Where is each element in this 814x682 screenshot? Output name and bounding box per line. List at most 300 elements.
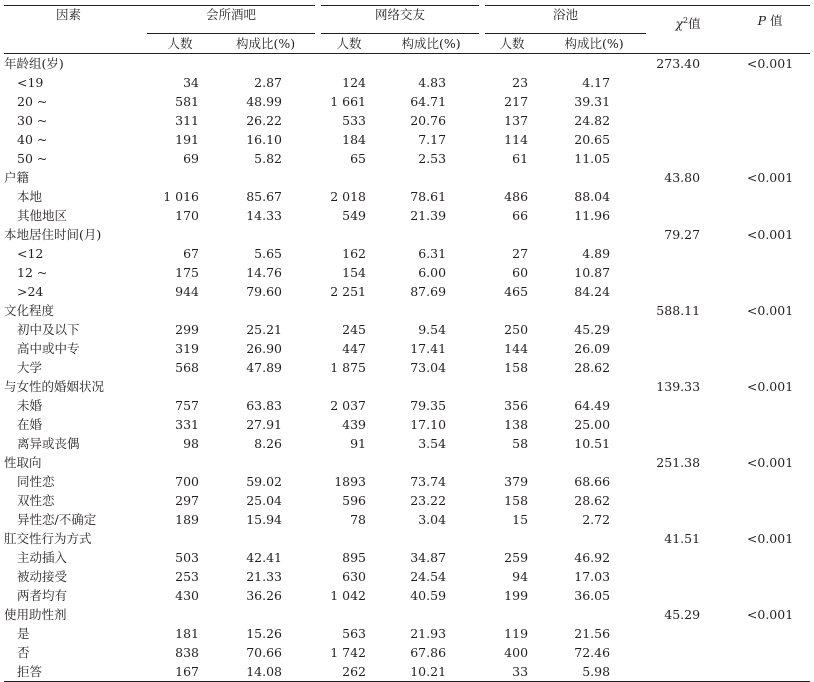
section-row (4, 301, 810, 320)
ratio-cell: 17.03 (574, 568, 611, 584)
ratio-cell: 23.22 (410, 492, 447, 508)
group-header-bar: 会所酒吧 (147, 6, 318, 34)
ratio-cell: 70.66 (246, 644, 283, 660)
count-cell: 91 (350, 435, 367, 451)
empty-cell (646, 339, 730, 358)
empty-cell (730, 339, 810, 358)
chi-square-value: 588.11 (656, 302, 701, 318)
count-cell: 33 (482, 662, 542, 682)
blank (147, 529, 646, 548)
ratio-cell: 5.82 (254, 150, 283, 166)
empty-cell (646, 244, 730, 263)
table-row (4, 662, 810, 682)
section-row (4, 529, 810, 548)
table-row (4, 491, 810, 510)
table-body (4, 53, 810, 681)
table-row (4, 415, 810, 434)
count-cell: 311 (175, 112, 199, 128)
ratio-cell: 15.26 (246, 625, 283, 641)
ratio-cell: 87.69 (410, 283, 447, 299)
header-row-2 (4, 33, 810, 53)
count-cell: 563 (342, 625, 367, 641)
table-row (4, 206, 810, 225)
count-cell: 299 (175, 321, 199, 337)
empty-cell (730, 244, 810, 263)
ratio-cell: 85.67 (246, 188, 283, 204)
table-row (4, 263, 810, 282)
count-cell: 486 (504, 188, 529, 204)
count-cell: 465 (504, 283, 529, 299)
empty-cell (730, 548, 810, 567)
blank (147, 53, 646, 73)
empty-cell (730, 415, 810, 434)
empty-cell (646, 472, 730, 491)
table-row (4, 643, 810, 662)
group-header-bath: 浴池 (482, 6, 646, 34)
empty-cell (646, 320, 730, 339)
count-cell: 250 (504, 321, 529, 337)
p-value: <0.001 (746, 226, 794, 242)
p-value: <0.001 (746, 454, 794, 470)
row-label: 同性恋 (17, 473, 55, 489)
empty-cell (730, 282, 810, 301)
count-cell: 2 037 (330, 397, 367, 413)
ratio-cell: 20.65 (574, 131, 611, 147)
section-row (4, 605, 810, 624)
count-cell: 319 (175, 340, 199, 356)
p-value: <0.001 (746, 530, 794, 546)
empty-cell (646, 282, 730, 301)
row-label: 初中及以下 (17, 321, 80, 337)
ratio-cell: 2.72 (582, 511, 611, 527)
count-cell: 581 (175, 93, 199, 109)
count-cell: 27 (512, 245, 529, 261)
row-label: 是 (17, 625, 30, 641)
count-cell: 439 (342, 416, 367, 432)
count-cell: 757 (175, 397, 199, 413)
table-row (4, 510, 810, 529)
count-cell: 297 (175, 492, 199, 508)
ratio-cell: 26.09 (574, 340, 611, 356)
count-cell: 430 (175, 587, 199, 603)
empty-cell (730, 510, 810, 529)
empty-cell (730, 434, 810, 453)
ratio-cell: 10.87 (574, 264, 611, 280)
row-label: 其他地区 (17, 207, 68, 223)
empty-cell (646, 358, 730, 377)
count-cell: 66 (512, 207, 529, 223)
empty-cell (646, 73, 730, 92)
count-cell: 400 (504, 644, 529, 660)
count-header: 人数 (147, 33, 213, 53)
empty-cell (646, 567, 730, 586)
count-cell: 191 (175, 131, 199, 147)
ratio-cell: 36.26 (246, 587, 283, 603)
row-label: 异性恋/不确定 (17, 511, 97, 527)
data-table (4, 5, 810, 682)
blank (147, 453, 646, 472)
count-cell: 2 018 (330, 188, 367, 204)
count-cell: 1 016 (163, 188, 199, 204)
row-label: 在婚 (17, 416, 43, 432)
row-label: 大学 (17, 359, 43, 375)
empty-cell (646, 263, 730, 282)
empty-cell (646, 510, 730, 529)
empty-cell (730, 567, 810, 586)
ratio-cell: 48.99 (246, 93, 283, 109)
empty-cell (646, 415, 730, 434)
ratio-cell: 21.56 (574, 625, 611, 641)
section-row (4, 225, 810, 244)
row-label: >24 (17, 283, 44, 299)
p-value-header: P 值 (730, 6, 810, 34)
count-cell: 184 (342, 131, 367, 147)
empty-cell (646, 130, 730, 149)
empty-cell (646, 434, 730, 453)
blank (147, 301, 646, 320)
section-label: 性取向 (4, 454, 42, 470)
row-label: 30 ~ (17, 112, 48, 128)
chi-square-value: 139.33 (656, 378, 701, 394)
row-label: 主动插入 (17, 549, 68, 565)
ratio-cell: 14.08 (213, 662, 318, 682)
blank (147, 377, 646, 396)
empty-cell (730, 491, 810, 510)
ratio-cell: 25.00 (574, 416, 611, 432)
empty-cell (646, 149, 730, 168)
count-cell: 158 (504, 359, 529, 375)
count-cell: 331 (175, 416, 199, 432)
ratio-cell: 63.83 (246, 397, 283, 413)
ratio-cell: 79.60 (246, 283, 283, 299)
chi-square-value: 251.38 (656, 454, 701, 470)
empty-cell (646, 206, 730, 225)
empty-cell (730, 92, 810, 111)
ratio-cell: 4.89 (582, 245, 611, 261)
empty-cell (730, 396, 810, 415)
ratio-header: 构成比(%) (542, 33, 646, 53)
ratio-cell: 14.76 (246, 264, 283, 280)
count-header: 人数 (482, 33, 542, 53)
count-cell: 138 (504, 416, 529, 432)
table-row (4, 396, 810, 415)
ratio-cell: 16.10 (246, 131, 283, 147)
count-cell: 262 (318, 662, 380, 682)
count-cell: 447 (342, 340, 367, 356)
table-row (4, 149, 810, 168)
empty-cell (646, 111, 730, 130)
ratio-cell: 17.41 (410, 340, 447, 356)
count-cell: 65 (350, 150, 367, 166)
count-cell: 114 (504, 131, 529, 147)
p-value: <0.001 (746, 169, 794, 185)
count-cell: 58 (512, 435, 529, 451)
count-cell: 217 (504, 93, 529, 109)
row-label: <12 (17, 245, 44, 261)
table-row (4, 586, 810, 605)
table-row (4, 92, 810, 111)
row-label: 否 (17, 644, 30, 660)
p-value: <0.001 (746, 606, 794, 622)
row-label: 离异或丧偶 (17, 435, 80, 451)
section-label: 肛交性行为方式 (4, 530, 92, 546)
ratio-cell: 5.65 (254, 245, 283, 261)
count-cell: 1893 (334, 473, 367, 489)
empty-cell (646, 586, 730, 605)
count-cell: 356 (504, 397, 529, 413)
empty-cell (646, 662, 730, 682)
ratio-cell: 11.05 (574, 150, 611, 166)
count-header: 人数 (318, 33, 380, 53)
blank (147, 225, 646, 244)
row-label: <19 (17, 74, 44, 90)
count-cell: 144 (504, 340, 529, 356)
empty-cell (730, 111, 810, 130)
empty-cell (730, 662, 810, 682)
count-cell: 119 (504, 625, 529, 641)
count-cell: 259 (504, 549, 529, 565)
ratio-header: 构成比(%) (213, 33, 318, 53)
empty-cell (730, 187, 810, 206)
count-cell: 1 875 (330, 359, 367, 375)
count-cell: 167 (147, 662, 213, 682)
ratio-cell: 4.17 (582, 74, 611, 90)
count-cell: 596 (342, 492, 367, 508)
ratio-cell: 15.94 (246, 511, 283, 527)
ratio-cell: 39.31 (574, 93, 611, 109)
empty-cell (730, 643, 810, 662)
chi-square-value: 41.51 (664, 530, 701, 546)
count-cell: 124 (342, 74, 367, 90)
empty-cell (730, 624, 810, 643)
row-label: 高中或中专 (17, 340, 80, 356)
ratio-cell: 11.96 (574, 207, 611, 223)
count-cell: 1 042 (330, 587, 367, 603)
ratio-cell: 21.39 (410, 207, 447, 223)
count-cell: 253 (175, 568, 199, 584)
table-row (4, 73, 810, 92)
count-cell: 23 (512, 74, 529, 90)
ratio-cell: 21.93 (410, 625, 447, 641)
ratio-cell: 3.54 (418, 435, 447, 451)
count-cell: 838 (175, 644, 199, 660)
ratio-cell: 14.33 (246, 207, 283, 223)
chi-square-value: 273.40 (656, 55, 701, 71)
ratio-cell: 73.04 (410, 359, 447, 375)
count-cell: 1 661 (330, 93, 367, 109)
ratio-cell: 78.61 (410, 188, 447, 204)
empty-cell (730, 149, 810, 168)
table-row (4, 339, 810, 358)
ratio-cell: 3.04 (418, 511, 447, 527)
table-row (4, 130, 810, 149)
count-cell: 895 (342, 549, 367, 565)
ratio-cell: 67.86 (410, 644, 447, 660)
ratio-cell: 10.21 (380, 662, 482, 682)
empty-cell (646, 548, 730, 567)
row-label: 20 ~ (17, 93, 48, 109)
ratio-cell: 6.00 (418, 264, 447, 280)
ratio-cell: 40.59 (410, 587, 447, 603)
count-cell: 2 251 (330, 283, 367, 299)
table-row (4, 244, 810, 263)
chi-square-value: 43.80 (664, 169, 701, 185)
empty-cell (646, 624, 730, 643)
count-cell: 1 742 (330, 644, 367, 660)
count-cell: 69 (183, 150, 199, 166)
count-cell: 503 (175, 549, 199, 565)
ratio-cell: 10.51 (574, 435, 611, 451)
section-row (4, 453, 810, 472)
ratio-cell: 21.33 (246, 568, 283, 584)
count-cell: 181 (175, 625, 199, 641)
ratio-cell: 46.92 (574, 549, 611, 565)
p-value: <0.001 (746, 378, 794, 394)
section-row (4, 377, 810, 396)
section-label: 文化程度 (4, 302, 55, 318)
row-label: 被动接受 (17, 568, 68, 584)
section-row (4, 53, 810, 73)
table-row (4, 320, 810, 339)
empty-cell (730, 73, 810, 92)
count-cell: 189 (175, 511, 199, 527)
ratio-cell: 88.04 (574, 188, 611, 204)
table-row (4, 624, 810, 643)
empty-cell (730, 358, 810, 377)
empty-cell (646, 187, 730, 206)
empty-cell (730, 206, 810, 225)
count-cell: 549 (342, 207, 367, 223)
table-row (4, 472, 810, 491)
ratio-cell: 79.35 (410, 397, 447, 413)
header-row-1 (4, 6, 810, 34)
section-label: 年龄组(岁) (4, 55, 64, 71)
row-label: 双性恋 (17, 492, 55, 508)
ratio-cell: 27.91 (246, 416, 283, 432)
row-label: 拒答 (4, 662, 147, 682)
empty-cell (646, 92, 730, 111)
ratio-cell: 84.24 (574, 283, 611, 299)
count-cell: 170 (175, 207, 199, 223)
row-label: 未婚 (17, 397, 43, 413)
group-header-online: 网络交友 (318, 6, 482, 34)
count-cell: 630 (342, 568, 367, 584)
count-cell: 175 (175, 264, 199, 280)
section-label: 使用助性剂 (4, 606, 67, 622)
factor-header: 因素 (4, 6, 147, 34)
ratio-cell: 5.98 (542, 662, 646, 682)
ratio-cell: 42.41 (246, 549, 283, 565)
empty-cell (730, 263, 810, 282)
ratio-cell: 26.90 (246, 340, 283, 356)
ratio-cell: 68.66 (574, 473, 611, 489)
table-row (4, 111, 810, 130)
p-value: <0.001 (746, 55, 794, 71)
ratio-cell: 4.83 (418, 74, 447, 90)
empty-cell (730, 130, 810, 149)
ratio-cell: 24.82 (574, 112, 611, 128)
empty-cell (730, 320, 810, 339)
empty-cell (646, 491, 730, 510)
empty-cell (730, 586, 810, 605)
row-label: 12 ~ (17, 264, 48, 280)
ratio-cell: 2.53 (418, 150, 447, 166)
chi-square-value: 45.29 (664, 606, 701, 622)
count-cell: 34 (183, 74, 199, 90)
section-label: 本地居住时间(月) (4, 226, 102, 242)
ratio-cell: 6.31 (418, 245, 447, 261)
count-cell: 700 (175, 473, 199, 489)
ratio-cell: 7.17 (418, 131, 447, 147)
table-row (4, 358, 810, 377)
count-cell: 944 (175, 283, 199, 299)
ratio-cell: 8.26 (254, 435, 283, 451)
blank (147, 168, 646, 187)
row-label: 两者均有 (17, 587, 68, 603)
ratio-cell: 17.10 (410, 416, 447, 432)
count-cell: 154 (342, 264, 367, 280)
table-row (4, 187, 810, 206)
count-cell: 137 (504, 112, 529, 128)
count-cell: 61 (512, 150, 529, 166)
ratio-cell: 73.74 (410, 473, 447, 489)
ratio-cell: 45.29 (574, 321, 611, 337)
count-cell: 60 (512, 264, 529, 280)
count-cell: 533 (342, 112, 367, 128)
count-cell: 162 (342, 245, 367, 261)
ratio-cell: 36.05 (574, 587, 611, 603)
ratio-cell: 64.49 (574, 397, 611, 413)
section-row (4, 168, 810, 187)
table-row (4, 434, 810, 453)
count-cell: 199 (504, 587, 529, 603)
count-cell: 98 (183, 435, 199, 451)
chi-square-value: 79.27 (664, 226, 701, 242)
row-label: 40 ~ (17, 131, 48, 147)
row-label: 本地 (17, 188, 43, 204)
ratio-cell: 47.89 (246, 359, 283, 375)
row-label: 50 ~ (17, 150, 48, 166)
section-label: 户籍 (4, 169, 30, 185)
count-cell: 245 (342, 321, 367, 337)
ratio-cell: 20.76 (410, 112, 447, 128)
count-cell: 158 (504, 492, 529, 508)
ratio-cell: 9.54 (418, 321, 447, 337)
table-row (4, 548, 810, 567)
ratio-cell: 25.21 (246, 321, 283, 337)
ratio-cell: 24.54 (410, 568, 447, 584)
table-row (4, 282, 810, 301)
empty-cell (730, 472, 810, 491)
section-label: 与女性的婚姻状况 (4, 378, 105, 394)
empty-cell (646, 396, 730, 415)
ratio-cell: 34.87 (410, 549, 447, 565)
table-row (4, 567, 810, 586)
blank (147, 605, 646, 624)
count-cell: 379 (504, 473, 529, 489)
ratio-cell: 2.87 (254, 74, 283, 90)
ratio-cell: 25.04 (246, 492, 283, 508)
ratio-header: 构成比(%) (380, 33, 482, 53)
chi-square-header: $\chi^2$值 (646, 6, 730, 34)
p-value: <0.001 (746, 302, 794, 318)
empty-cell (646, 643, 730, 662)
ratio-cell: 59.02 (246, 473, 283, 489)
ratio-cell: 26.22 (246, 112, 283, 128)
ratio-cell: 28.62 (574, 492, 611, 508)
count-cell: 78 (350, 511, 367, 527)
count-cell: 67 (183, 245, 199, 261)
